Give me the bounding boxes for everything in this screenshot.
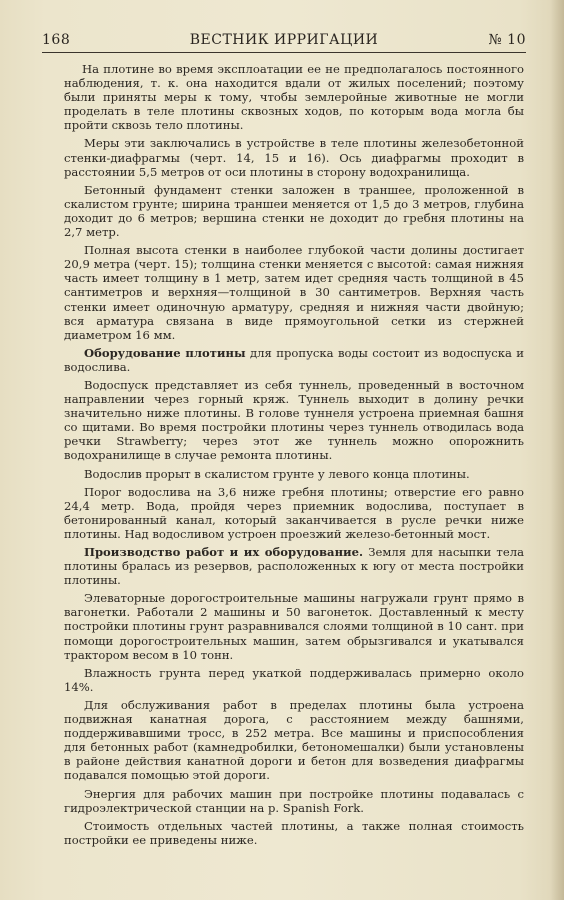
issue-number: № 10	[488, 32, 526, 48]
paragraph-14: Стоимость отдельных частей плотины, а также полная стоимость постройки ее приведены ниже.	[64, 818, 524, 847]
page-edge-shadow	[550, 0, 564, 900]
header-rule	[42, 52, 526, 53]
paragraph-6: Водоспуск представляет из себя туннель, проведенный в восточном направлении через горный кряж. Туннель выходит в долину речки значительно ниже плотины. В голове туннеля устроена приемная башня со щитами. Во время постройки плотины через туннель отводилась вода речки Strawberry; через этот же туннель можно опорожнить водохранилище в случае ремонта плотины.	[64, 377, 524, 463]
paragraph-13: Энергия для рабочих машин при постройке плотины подавалась с гидроэлектрической станции на р. Spanish Fork.	[64, 786, 524, 815]
paragraph-4: Полная высота стенки в наиболее глубокой части долины достигает 20,9 метра (черт. 15); толщина стенки меняется с высотой: самая нижняя часть имеет толщину в 1 метр, затем идет средняя часть толщиной в 45 сантиметров и верхняя—толщиной в 30 сантиметров. Верхняя часть стенки имеет одиночную арматуру, средняя и нижняя части двойную; вся арматура связана в виде прямоугольной сетки из стержней диаметром 16 мм.	[64, 243, 524, 342]
paragraph-1: На плотине во время эксплоатации ее не предполагалось постоянного наблюдения, т. к. она находится вдали от жилых поселений; поэтому были приняты меры к тому, чтобы землеройные животные не могли проделать в теле плотины сквозных ходов, по которым вода могла бы пройти сквозь тело плотины.	[64, 62, 524, 133]
section-lead: Оборудование плотины	[84, 345, 246, 360]
paragraph-12: Для обслуживания работ в пределах плотины была устроена подвижная канатная дорога, с расстоянием между башнями, поддерживавшими тросс, в 252 метра. Все машины и приспособления для бетонных работ (камнедробилки, бетономешалки) были установлены в районе действия канатной дороги и бетон для возведения диафрагмы подавался помощью этой дороги.	[64, 697, 524, 783]
paragraph-5: Оборудование плотины для пропуска воды состоит из водоспуска и водослива.	[64, 345, 525, 374]
running-header	[42, 30, 526, 54]
article-body	[64, 62, 524, 851]
paragraph-8: Порог водослива на 3,6 ниже гребня плотины; отверстие его равно 24,4 метр. Вода, пройдя через приемник водослива, поступает в бетонированный канал, который заканчивается в русле речки ниже плотины. Над водосливом устроен проезжий железо-бетонный мост.	[64, 484, 524, 541]
paragraph-7: Водослив прорыт в скалистом грунте у левого конца плотины.	[84, 466, 470, 481]
paragraph-9: Производство работ и их оборудование. Земля для насыпки тела плотины бралась из резервов, расположенных к югу от места постройки плотины.	[64, 545, 524, 588]
journal-title: ВЕСТНИК ИРРИГАЦИИ	[189, 32, 379, 48]
paragraph-10: Элеваторные дорогостроительные машины нагружали грунт прямо в вагонетки. Работали 2 машины и 50 вагонеток. Доставленный к месту постройки плотины грунт разравнивался слоями толщиной в 10 сант. при помощи дорогостроительных машин, затем обрызгивался и укатывался трактором весом в 10 тонн.	[64, 591, 524, 662]
section-lead: Производство работ и их оборудование.	[84, 545, 364, 559]
page-number: 168	[42, 32, 71, 48]
paragraph-3: Бетонный фундамент стенки заложен в траншее, проложенной в скалистом грунте; ширина траншеи меняется от 1,5 до 3 метров, глубина доходит до 6 метров; вершина стенки не доходит до гребня плотины на 2,7 метр.	[64, 182, 524, 240]
paragraph-2: Меры эти заключались в устройстве в теле плотины железобетонной стенки-диафрагмы (черт. 14, 15 и 16). Ось диафрагмы проходит в расстоянии 5,5 метров от оси плотины в сторону водохранилища.	[64, 136, 524, 179]
paragraph-11: Влажность грунта перед укаткой поддерживалась примерно около 14%.	[64, 665, 524, 694]
